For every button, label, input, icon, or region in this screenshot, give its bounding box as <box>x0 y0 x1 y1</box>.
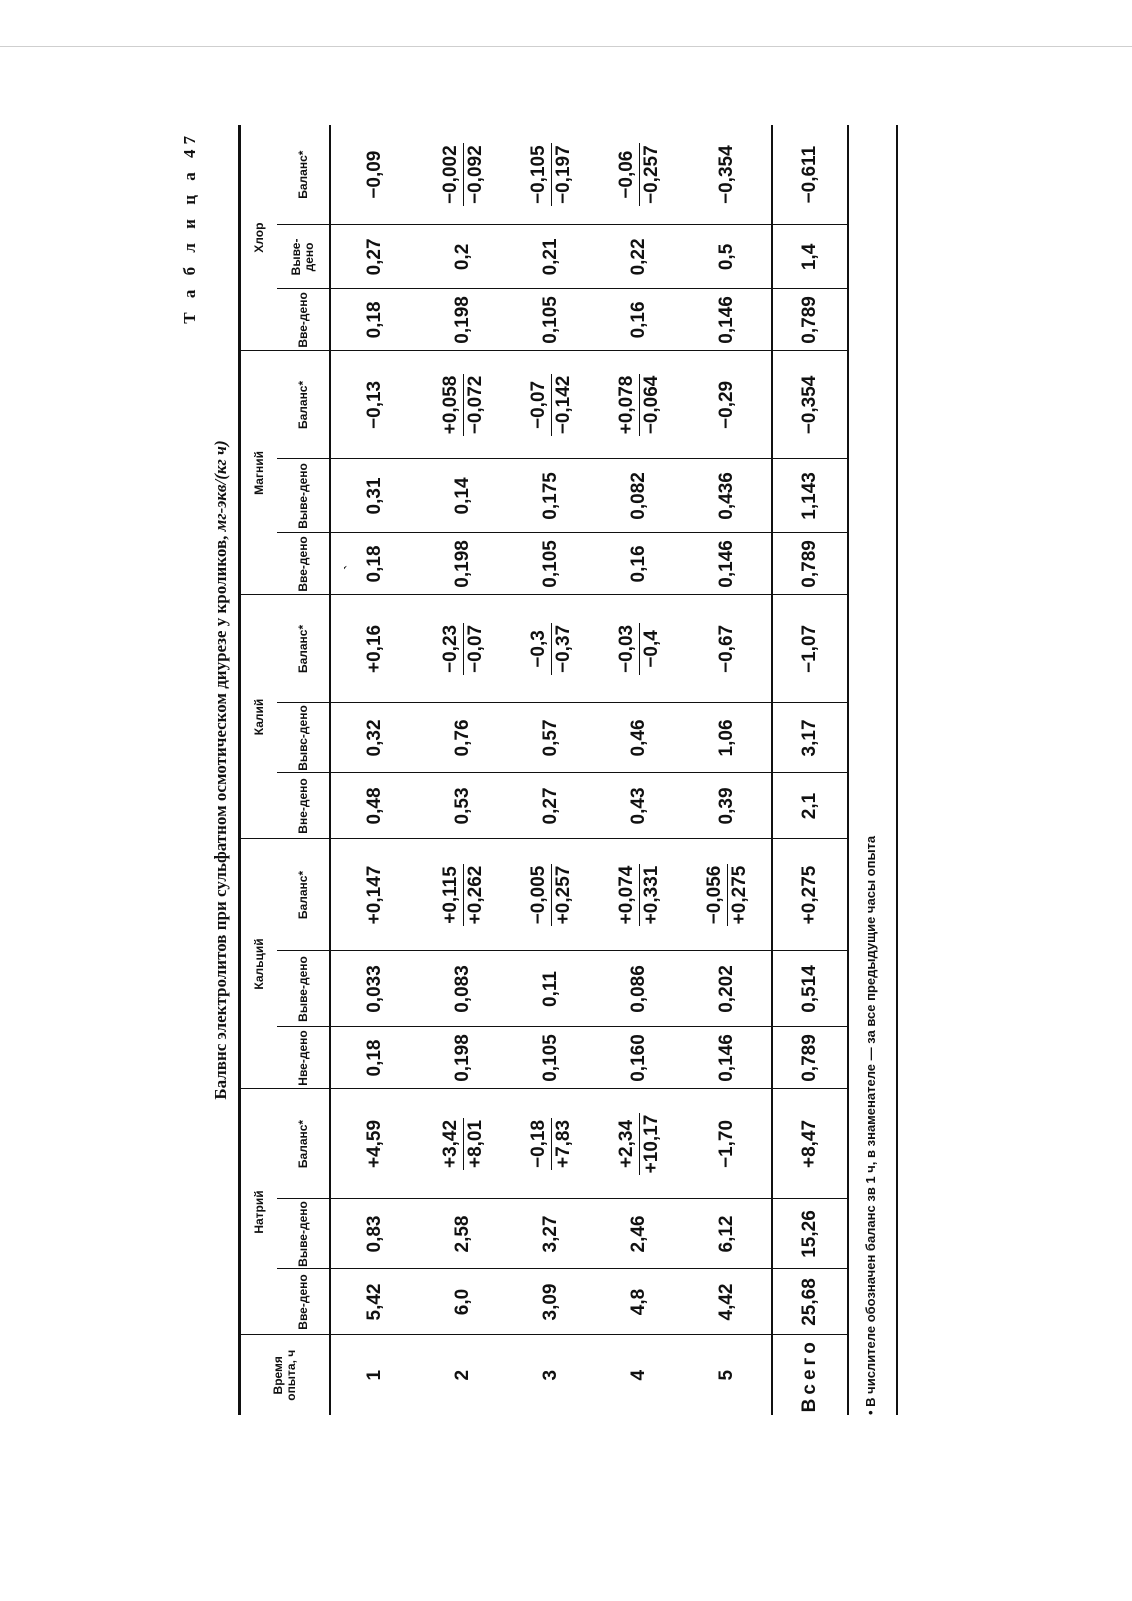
bottom-rule <box>878 125 898 1415</box>
introduced-cell <box>683 1269 772 1335</box>
excreted-value: 2,46 <box>628 1215 649 1253</box>
balance-cell <box>595 351 683 459</box>
excreted-cell <box>683 225 772 289</box>
balance-value: −1,70 <box>716 1119 737 1169</box>
introduced-cell <box>419 1027 507 1089</box>
excreted-value: 1,06 <box>716 719 737 757</box>
introduced-cell <box>330 1027 419 1089</box>
balance-denominator: −0,4 <box>640 630 662 668</box>
excreted-cell <box>595 1199 683 1269</box>
balance-cell <box>419 351 507 459</box>
sub-header-in: Вве-дено <box>277 533 330 595</box>
total-excreted-cell <box>772 225 848 289</box>
excreted-cell <box>507 225 595 289</box>
introduced-value: 3,09 <box>540 1283 561 1321</box>
balance-denominator: −0,072 <box>464 375 486 435</box>
introduced-value: 0,16 <box>628 301 649 339</box>
sub-header-out: Выве-дено <box>277 459 330 533</box>
balance-value: +0,16 <box>364 624 385 673</box>
total-balance-cell <box>772 595 848 703</box>
total-introduced-cell <box>772 289 848 351</box>
electrolyte-balance-table <box>238 125 849 1415</box>
introduced-cell <box>595 289 683 351</box>
time-value: 5 <box>716 1369 737 1381</box>
time-cell <box>330 1335 419 1415</box>
excreted-cell <box>683 951 772 1027</box>
sub-header-balance: Баланс* <box>277 351 330 459</box>
group-header-calcium: Кальций <box>240 839 278 1089</box>
introduced-value: 0,105 <box>540 540 561 588</box>
total-balance-cell <box>772 125 848 225</box>
title-unit: мг-экв/(кг ч) <box>211 440 230 532</box>
total-balance-cell <box>772 351 848 459</box>
time-value: 3 <box>540 1369 561 1381</box>
balance-cell <box>595 839 683 951</box>
stray-mark: ˏ <box>330 564 347 570</box>
time-cell <box>507 1335 595 1415</box>
rotated-table-block <box>176 125 936 1415</box>
sub-header-out: Выве-дено <box>277 225 330 289</box>
balance-cell <box>595 1089 683 1199</box>
total-introduced-cell <box>772 533 848 595</box>
excreted-cell <box>419 951 507 1027</box>
table-row <box>419 125 507 1415</box>
excreted-value: 0,21 <box>540 238 561 276</box>
excreted-value: 0,14 <box>452 477 473 515</box>
balance-numerator: +2,34 <box>615 1113 640 1176</box>
introduced-value: 0,198 <box>452 296 473 344</box>
excreted-cell <box>507 951 595 1027</box>
balance-numerator: +0,074 <box>615 864 640 927</box>
balance-numerator: −0,002 <box>439 143 464 206</box>
table-row <box>507 125 595 1415</box>
total-introduced-value: 0,789 <box>799 1034 820 1082</box>
total-excreted-value: 1,143 <box>799 472 820 520</box>
balance-value: −0,354 <box>716 145 737 204</box>
balance-fraction <box>439 864 488 927</box>
introduced-value: 0,146 <box>716 540 737 588</box>
excreted-cell <box>595 703 683 773</box>
balance-numerator: −0,3 <box>527 623 552 675</box>
excreted-value: 2,58 <box>452 1215 473 1253</box>
introduced-cell <box>595 773 683 839</box>
total-balance-value: −0,611 <box>799 145 820 204</box>
introduced-value: 0,48 <box>364 787 385 825</box>
balance-denominator: −0,07 <box>464 624 486 673</box>
total-excreted-cell <box>772 1199 848 1269</box>
excreted-cell <box>595 951 683 1027</box>
total-introduced-value: 0,789 <box>799 296 820 344</box>
excreted-value: 0,086 <box>628 965 649 1013</box>
introduced-value: 0,18 <box>364 545 385 583</box>
excreted-cell <box>330 459 419 533</box>
sub-header-out: Выве-дено <box>277 1199 330 1269</box>
balance-cell <box>419 1089 507 1199</box>
group-header-magnesium: Магний <box>240 351 278 595</box>
balance-numerator: −0,07 <box>527 374 552 437</box>
excreted-value: 0,082 <box>628 472 649 520</box>
introduced-value: 0,39 <box>716 787 737 825</box>
balance-denominator: +8,01 <box>464 1119 486 1169</box>
time-cell <box>683 1335 772 1415</box>
introduced-value: 0,43 <box>628 787 649 825</box>
balance-fraction <box>527 374 576 437</box>
excreted-cell <box>507 703 595 773</box>
balance-cell <box>683 125 772 225</box>
total-row <box>772 125 848 1415</box>
introduced-cell <box>419 773 507 839</box>
total-excreted-cell <box>772 703 848 773</box>
introduced-value: 0,198 <box>452 540 473 588</box>
sub-header-balance: Баланс* <box>277 595 330 703</box>
excreted-value: 0,83 <box>364 1215 385 1253</box>
introduced-cell <box>683 1027 772 1089</box>
balance-cell <box>507 1089 595 1199</box>
balance-numerator: −0,105 <box>527 143 552 206</box>
balance-fraction <box>615 623 664 675</box>
time-cell <box>419 1335 507 1415</box>
time-cell <box>595 1335 683 1415</box>
excreted-cell <box>507 1199 595 1269</box>
balance-fraction <box>703 864 752 927</box>
introduced-cell <box>507 289 595 351</box>
excreted-value: 0,22 <box>628 238 649 276</box>
total-excreted-value: 1,4 <box>799 243 820 271</box>
time-value: 4 <box>628 1369 649 1381</box>
total-excreted-value: 15,26 <box>799 1210 820 1258</box>
excreted-cell <box>419 1199 507 1269</box>
balance-denominator: −0,257 <box>640 145 662 204</box>
table-body <box>330 125 848 1415</box>
balance-fraction <box>439 623 488 675</box>
balance-cell <box>507 595 595 703</box>
introduced-value: 0,105 <box>540 1034 561 1082</box>
introduced-cell <box>419 289 507 351</box>
introduced-cell <box>330 1269 419 1335</box>
balance-denominator: +0,262 <box>464 865 486 925</box>
balance-denominator: −0,197 <box>552 145 574 204</box>
balance-cell <box>595 595 683 703</box>
introduced-value: 0,53 <box>452 787 473 825</box>
balance-denominator: −0,142 <box>552 375 574 435</box>
introduced-cell <box>330 773 419 839</box>
introduced-value: 0,27 <box>540 787 561 825</box>
excreted-cell <box>330 951 419 1027</box>
total-balance-value: +0,275 <box>799 865 820 925</box>
balance-numerator: −0,03 <box>615 623 640 675</box>
balance-numerator: −0,06 <box>615 143 640 206</box>
total-balance-value: −1,07 <box>799 624 820 673</box>
sub-header-balance: Баланс* <box>277 1089 330 1199</box>
balance-fraction <box>527 864 576 927</box>
balance-fraction <box>527 1118 576 1170</box>
balance-numerator: +0,078 <box>615 374 640 437</box>
excreted-cell <box>419 225 507 289</box>
excreted-cell <box>330 703 419 773</box>
title-text: Балвнс электролитов при сульфатном осмотическом диурезе у кроликов, <box>211 535 230 1100</box>
time-value: 2 <box>452 1369 473 1381</box>
balance-fraction <box>615 1113 664 1176</box>
excreted-value: 0,175 <box>540 472 561 520</box>
excreted-value: 0,31 <box>364 477 385 515</box>
total-introduced-value: 0,789 <box>799 540 820 588</box>
excreted-cell <box>330 1199 419 1269</box>
balance-cell <box>330 595 419 703</box>
balance-numerator: −0,056 <box>703 864 728 927</box>
footnote: • В числителе обозначен баланс зв 1 ч, в знаменателе — за все предыдущие часы опыта <box>863 835 878 1415</box>
introduced-cell <box>683 533 772 595</box>
excreted-value: 0,5 <box>716 243 737 271</box>
table-row <box>595 125 683 1415</box>
excreted-value: 0,202 <box>716 965 737 1013</box>
excreted-value: 0,083 <box>452 965 473 1013</box>
introduced-cell <box>595 1269 683 1335</box>
time-value: 1 <box>364 1369 385 1381</box>
balance-numerator: +3,42 <box>439 1118 464 1170</box>
introduced-value: 0,198 <box>452 1034 473 1082</box>
excreted-cell <box>683 459 772 533</box>
excreted-cell <box>683 703 772 773</box>
table-row <box>683 125 772 1415</box>
introduced-cell <box>595 1027 683 1089</box>
introduced-cell <box>507 773 595 839</box>
introduced-cell <box>595 533 683 595</box>
balance-cell <box>683 595 772 703</box>
total-introduced-value: 2,1 <box>799 792 820 820</box>
excreted-value: 0,46 <box>628 719 649 757</box>
total-label-cell <box>772 1335 848 1415</box>
sub-header-in: Вве-дено <box>277 289 330 351</box>
balance-numerator: −0,23 <box>439 623 464 675</box>
total-excreted-value: 3,17 <box>799 719 820 757</box>
balance-cell <box>683 1089 772 1199</box>
excreted-cell <box>595 225 683 289</box>
balance-fraction <box>615 143 664 206</box>
excreted-cell <box>507 459 595 533</box>
balance-cell <box>330 1089 419 1199</box>
total-introduced-cell <box>772 773 848 839</box>
introduced-value: 0,16 <box>628 545 649 583</box>
time-header: Время опыта, ч <box>240 1335 331 1415</box>
total-introduced-cell <box>772 1269 848 1335</box>
balance-denominator: −0,092 <box>464 145 486 204</box>
total-balance-value: +8,47 <box>799 1119 820 1169</box>
excreted-cell <box>683 1199 772 1269</box>
excreted-value: 0,033 <box>364 965 385 1013</box>
sub-header-out: Вывс-дено <box>277 703 330 773</box>
table-row <box>330 125 419 1415</box>
balance-denominator: −0,064 <box>640 375 662 435</box>
sub-header-in: Вне-дено <box>277 773 330 839</box>
balance-fraction <box>439 374 488 437</box>
balance-value: +0,147 <box>364 865 385 925</box>
total-excreted-cell <box>772 459 848 533</box>
excreted-cell <box>330 225 419 289</box>
balance-denominator: +7,83 <box>552 1119 574 1169</box>
excreted-cell <box>419 459 507 533</box>
excreted-value: 0,32 <box>364 719 385 757</box>
table-number: Т а б л и ц а 47 <box>180 131 199 324</box>
introduced-cell <box>507 1027 595 1089</box>
introduced-value: 4,8 <box>628 1288 649 1316</box>
balance-cell <box>330 351 419 459</box>
balance-denominator: −0,37 <box>552 624 574 673</box>
balance-value: −0,67 <box>716 624 737 673</box>
balance-value: −0,13 <box>364 380 385 429</box>
group-header-potassium: Калий <box>240 595 278 839</box>
introduced-cell <box>330 289 419 351</box>
total-balance-cell <box>772 1089 848 1199</box>
excreted-value: 0,11 <box>540 971 561 1007</box>
introduced-value: 0,160 <box>628 1034 649 1082</box>
balance-numerator: −0,18 <box>527 1118 552 1170</box>
balance-numerator: +0,115 <box>439 864 464 927</box>
introduced-value: 0,105 <box>540 296 561 344</box>
balance-fraction <box>615 374 664 437</box>
balance-numerator: +0,058 <box>439 374 464 437</box>
introduced-value: 6,0 <box>452 1288 473 1316</box>
total-excreted-value: 0,514 <box>799 965 820 1013</box>
balance-cell <box>330 839 419 951</box>
balance-fraction <box>615 864 664 927</box>
balance-cell <box>330 125 419 225</box>
excreted-value: 3,27 <box>540 1215 561 1253</box>
sub-header-in: Вве-дено <box>277 1269 330 1335</box>
excreted-cell <box>419 703 507 773</box>
balance-fraction <box>439 143 488 206</box>
balance-denominator: +0,257 <box>552 865 574 925</box>
introduced-cell <box>507 533 595 595</box>
balance-value: −0,09 <box>364 150 385 199</box>
balance-numerator: −0,005 <box>527 864 552 927</box>
balance-cell <box>419 125 507 225</box>
balance-cell <box>595 125 683 225</box>
group-header-sodium: Натрий <box>240 1089 278 1335</box>
introduced-value: 0,146 <box>716 296 737 344</box>
introduced-value: 0,146 <box>716 1034 737 1082</box>
balance-cell <box>419 839 507 951</box>
excreted-value: 0,57 <box>540 719 561 757</box>
group-header-chlorine: Хлор <box>240 125 278 351</box>
introduced-value: 0,18 <box>364 1039 385 1077</box>
total-label: Всего <box>799 1338 820 1413</box>
total-introduced-cell <box>772 1027 848 1089</box>
balance-denominator: +10,17 <box>640 1114 662 1174</box>
excreted-value: 0,27 <box>364 238 385 276</box>
balance-denominator: +0,275 <box>728 865 750 925</box>
balance-cell <box>507 351 595 459</box>
sub-header-out: Выве-дено <box>277 951 330 1027</box>
balance-denominator: +0,331 <box>640 865 662 925</box>
balance-cell <box>419 595 507 703</box>
total-introduced-value: 25,68 <box>799 1278 820 1326</box>
balance-cell <box>507 839 595 951</box>
balance-value: −0,29 <box>716 380 737 429</box>
total-balance-cell <box>772 839 848 951</box>
balance-value: +4,59 <box>364 1119 385 1169</box>
balance-fraction <box>527 623 576 675</box>
excreted-value: 0,2 <box>452 243 473 271</box>
total-excreted-cell <box>772 951 848 1027</box>
total-balance-value: −0,354 <box>799 375 820 435</box>
sub-header-in: Нве-дено <box>277 1027 330 1089</box>
sub-header-balance: Баланс* <box>277 839 330 951</box>
introduced-value: 5,42 <box>364 1283 385 1321</box>
introduced-cell <box>683 289 772 351</box>
balance-cell <box>683 839 772 951</box>
introduced-cell <box>683 773 772 839</box>
excreted-value: 0,436 <box>716 472 737 520</box>
excreted-value: 0,76 <box>452 719 473 757</box>
introduced-cell <box>419 1269 507 1335</box>
balance-cell <box>507 125 595 225</box>
introduced-value: 0,18 <box>364 301 385 339</box>
sub-header-balance: Баланс* <box>277 125 330 225</box>
introduced-cell <box>419 533 507 595</box>
excreted-value: 6,12 <box>716 1215 737 1253</box>
table-title <box>204 125 238 1415</box>
balance-cell <box>683 351 772 459</box>
excreted-cell <box>595 459 683 533</box>
introduced-cell <box>507 1269 595 1335</box>
introduced-value: 4,42 <box>716 1283 737 1321</box>
balance-fraction <box>439 1118 488 1170</box>
balance-fraction <box>527 143 576 206</box>
